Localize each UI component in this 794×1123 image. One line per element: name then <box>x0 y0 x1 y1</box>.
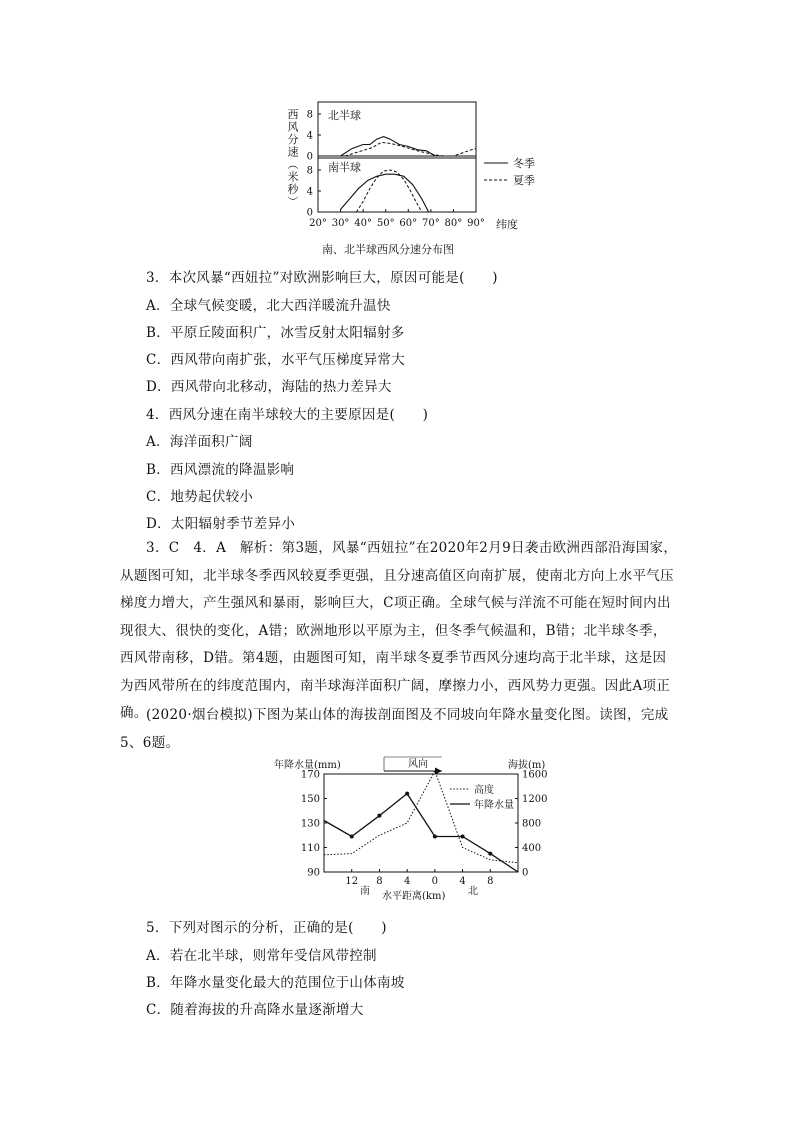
wind-direction-label: 风向 <box>408 759 428 770</box>
xtick-label: 4 <box>459 876 466 887</box>
q5-option-a: A．若在北半球，则常年受信风带控制 <box>146 948 377 964</box>
north-hemisphere-label: 北半球 <box>328 109 361 122</box>
q3-option-a: A．全球气候变暖，北大西洋暖流升温快 <box>146 298 391 314</box>
xtick-label: 20° <box>309 218 327 229</box>
q4-option-a: A．海洋面积广阔 <box>146 434 253 450</box>
xaxis-title: 纬度 <box>496 218 518 231</box>
q4-option-c: C．地势起伏较小 <box>146 489 254 505</box>
answer-analysis: 3．C 4．A 解析：第3题，风暴“西妞拉”在2020年2月9日袭击欧洲西部沿海国家，从题图可知，北半球冬季西风较夏季更强，且分速高值区向南扩展，使南北方向上水平气压梯度力增大，产生强风和暴雨，影响巨大，C项正确。全球气候与洋流不可能在短时间内出现很大、很快的变化，A错；欧洲地形以平原为主，但冬季气候温和，B错；北半球冬季，西风带南移，D错。第4题，由题图可知，南半球冬夏季节西风分速均高于北半球，这是因为西风带所在的纬度范围内，南半球海洋面积广阔，摩擦力小，西风势力更强。因此A项正确。 <box>120 540 678 721</box>
q3-option-b: B．平原丘陵面积广，冰雪反射太阳辐射多 <box>146 325 405 341</box>
left-ytick-label: 170 <box>300 769 320 781</box>
left-ytick-label: 150 <box>300 794 320 805</box>
north-ytick-label: 0 <box>306 151 313 163</box>
legend-summer-label: 夏季 <box>513 174 535 187</box>
south-ytick-label: 4 <box>306 186 313 198</box>
south-winter-line <box>341 174 429 212</box>
left-yaxis-title: 年降水量(mm) <box>274 760 341 771</box>
left-ytick-label: 130 <box>300 818 320 830</box>
legend-rain-label: 年降水量 <box>474 800 514 811</box>
xtick-label: 8 <box>376 876 383 887</box>
legend-height-label: 高度 <box>474 785 494 796</box>
legend-winter-label: 冬季 <box>513 157 535 170</box>
xtick-label: 50° <box>376 218 395 229</box>
south-label: 南 <box>360 886 370 897</box>
rainfall-point <box>461 834 465 838</box>
north-ytick-label: 8 <box>306 109 313 121</box>
xtick-label: 80° <box>444 218 463 229</box>
right-ytick-label: 800 <box>522 818 542 830</box>
xaxis-title: 水平距离(km) <box>382 891 446 900</box>
xtick-label: 4 <box>403 876 411 887</box>
south-summer-line <box>356 170 421 212</box>
rainfall-point <box>433 834 437 838</box>
xtick-label: 40° <box>354 218 373 229</box>
right-yaxis-title: 海拔(m) <box>508 760 546 771</box>
q4-stem: 4．西风分速在南半球较大的主要原因是( ) <box>146 407 429 423</box>
q5-6-intro: (2020·烟台模拟)下图为某山体的海拔剖面图及不同坡向年降水量变化图。读图，完成5、6题。 <box>120 707 669 751</box>
xtick-label: 8 <box>487 876 494 887</box>
north-ytick-label: 4 <box>306 130 313 142</box>
mountain-precipitation-chart <box>272 752 560 900</box>
rainfall-point <box>350 834 354 838</box>
wind-speed-chart <box>270 92 540 242</box>
south-ytick-label: 8 <box>306 165 313 177</box>
chart1-caption: 南、北半球西风分速分布图 <box>322 243 454 256</box>
south-hemisphere-label: 南半球 <box>328 161 361 174</box>
south-ytick-label: 0 <box>306 207 313 219</box>
right-ytick-label: 1200 <box>522 794 548 805</box>
yaxis-title: 西风分速︵米秒︶ <box>287 108 299 209</box>
q5-option-b: B．年降水量变化最大的范围位于山体南坡 <box>146 975 405 991</box>
xtick-label: 90° <box>467 218 485 229</box>
right-ytick-label: 400 <box>522 843 542 854</box>
xtick-label: 0 <box>431 876 439 887</box>
rainfall-point <box>377 814 381 818</box>
q4-option-b: B．西风漂流的降温影响 <box>146 462 295 478</box>
xtick-label: 30° <box>331 218 350 229</box>
q5-option-c: C．随着海拔的升高降水量逐渐增大 <box>146 1002 364 1018</box>
right-ytick-label: 1600 <box>522 769 548 781</box>
right-ytick-label: 0 <box>522 867 529 879</box>
left-ytick-label: 110 <box>300 843 320 854</box>
rainfall-point <box>488 852 492 856</box>
q3-option-c: C．西风带向南扩张，水平气压梯度异常大 <box>146 352 406 368</box>
q5-stem: 5．下列对图示的分析，正确的是( ) <box>146 920 387 936</box>
xtick-label: 70° <box>421 218 440 229</box>
north-label: 北 <box>468 886 478 897</box>
left-ytick-label: 90 <box>307 867 320 879</box>
q4-option-d: D．太阳辐射季节差异小 <box>146 516 296 532</box>
rainfall-point <box>405 792 409 796</box>
q3-stem: 3．本次风暴“西妞拉”对欧洲影响巨大，原因可能是( ) <box>146 270 498 286</box>
xtick-label: 60° <box>399 218 418 229</box>
xtick-label: 12 <box>345 876 359 887</box>
q3-option-d: D．西风带向北移动，海陆的热力差异大 <box>146 379 392 395</box>
